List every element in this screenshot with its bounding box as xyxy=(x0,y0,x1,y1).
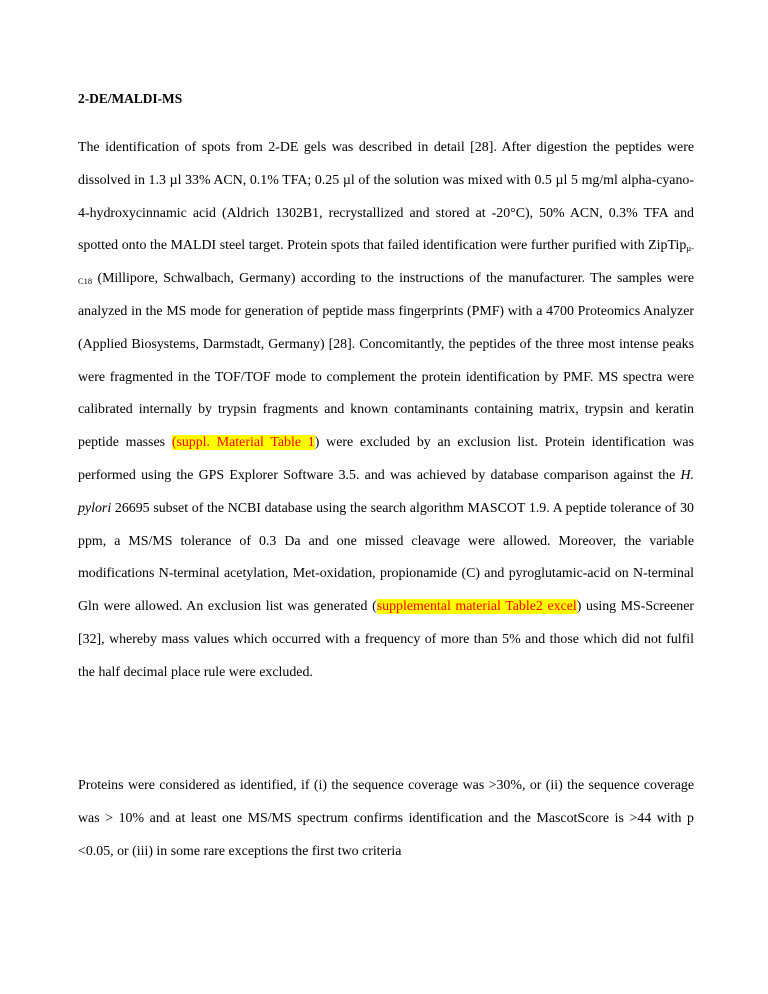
paragraph-text: (Millipore, Schwalbach, Germany) according to the instructions of the manufacturer. The samples were analyzed in the MS mode for generation of peptide mass fingerprints (PMF) with a 4700 Proteomics Analyzer (Applied Biosystems, Darmstadt, Germany) [28]. Concomitantly, the peptides of the three most intense peaks were fragmented in the TOF/TOF mode to complement the protein identification by PMF. MS spectra were calibrated internally by trypsin fragments and known contaminants containing matrix, trypsin and keratin peptide masses xyxy=(78,271,694,451)
paragraph-text: ) using MS-Screener [32], whereby mass values which occurred with a frequency of more than 5% and those which did not fulfil the half decimal place rule were excluded. xyxy=(78,599,694,680)
highlighted-reference-table1: (suppl. Material Table 1 xyxy=(171,435,315,451)
section-heading: 2-DE/MALDI-MS xyxy=(78,91,183,106)
paragraph-text: ) were excluded by an exclusion list. Protein identification was performed using the GPS Explorer Software 3.5. and was achieved by database comparison against the xyxy=(78,435,695,483)
paragraph-text: 26695 subset of the NCBI database using the search algorithm MASCOT 1.9. A peptide tolerance of 30 ppm, a MS/MS tolerance of 0.3 Da and one missed cleavage were allowed. Moreover, the variable modifications N-terminal acetylation, Met-oxidation, propionamide (C) and pyroglutamic-acid on N-terminal Gln were allowed. An exclusion list was generated ( xyxy=(78,500,694,615)
methods-paragraph xyxy=(78,132,694,690)
species-name: H. pylori xyxy=(78,467,694,516)
ziptip-subscript: µ-C18 xyxy=(78,243,694,287)
highlighted-reference-table2: supplemental material Table2 excel xyxy=(376,599,577,615)
criteria-paragraph: Proteins were considered as identified, if (i) the sequence coverage was >30%, or (ii) the sequence coverage was > 10% and at least one MS/MS spectrum confirms identification and the MascotScore is >44 with p <0.05, or (iii) in some rare exceptions the first two criteria xyxy=(78,778,694,859)
paragraph-text: The identification of spots from 2-DE gels was described in detail [28]. After digestion the peptides were dissolved in 1.3 µl 33% ACN, 0.1% TFA; 0.25 µl of the solution was mixed with 0.5 µl 5 mg/ml alpha-cyano-4-hydroxycinnamic acid (Aldrich 1302B1, recrystallized and stored at -20°C), 50% ACN, 0.3% TFA and spotted onto the MALDI steel target. Protein spots that failed identification were further purified with ZipTip xyxy=(78,140,694,254)
